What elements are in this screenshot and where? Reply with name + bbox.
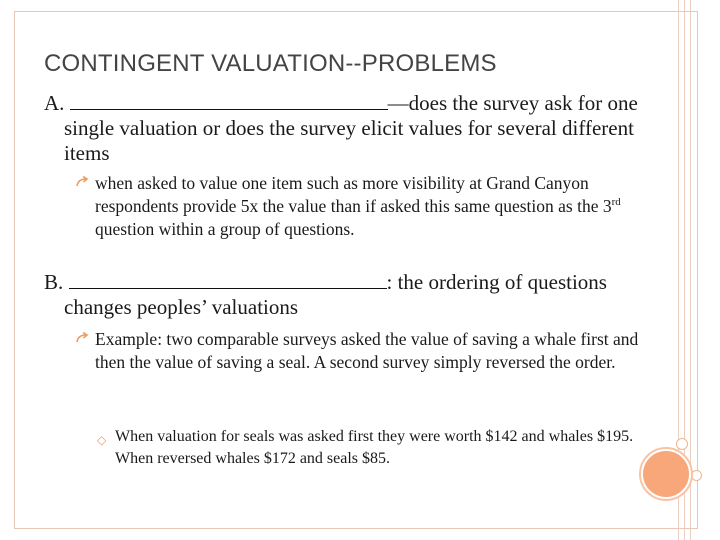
diamond-outline-bullet-icon: ◇ [97, 433, 107, 447]
curved-arrow-bullet-icon [75, 331, 89, 345]
item-a-text: —does the survey ask for one single valuation or does the survey elicit values for several different items [64, 91, 638, 165]
item-a-label: A. [44, 91, 65, 115]
item-b-subpoint-text: Example: two comparable surveys asked the value of saving a whale first and then the value of saving a seal. A second survey simply reversed the order. [95, 329, 639, 372]
fill-in-blank-b [69, 270, 387, 289]
item-b-subsubpoint-text: When valuation for seals was asked first they were worth $142 and whales $195. When reversed whales $172 and seals $85. [115, 428, 634, 467]
item-a-subpoint-text: when asked to value one item such as more visibility at Grand Canyon respondents provide 5x the value than if asked this same question as the 3 [95, 173, 612, 216]
decor-circle-large [641, 449, 691, 499]
item-a-subpoint [75, 172, 665, 241]
item-b [44, 270, 674, 320]
curved-arrow-bullet-icon [75, 175, 89, 189]
item-b-label: B. [44, 270, 64, 294]
item-b-subpoint [75, 328, 665, 374]
item-b-subsubpoint [97, 426, 645, 470]
item-a [44, 91, 674, 166]
decor-circle-small [676, 438, 688, 450]
item-a-subpoint-text-end: question within a group of questions. [95, 219, 355, 239]
fill-in-blank-a [70, 91, 388, 110]
slide-title: CONTINGENT VALUATION--PROBLEMS [44, 50, 497, 77]
decor-line [690, 0, 691, 540]
ordinal-suffix: rd [611, 196, 621, 209]
decor-circle-small [691, 470, 702, 481]
item-b-text: : the ordering of questions changes peoples’ valuations [64, 270, 607, 319]
